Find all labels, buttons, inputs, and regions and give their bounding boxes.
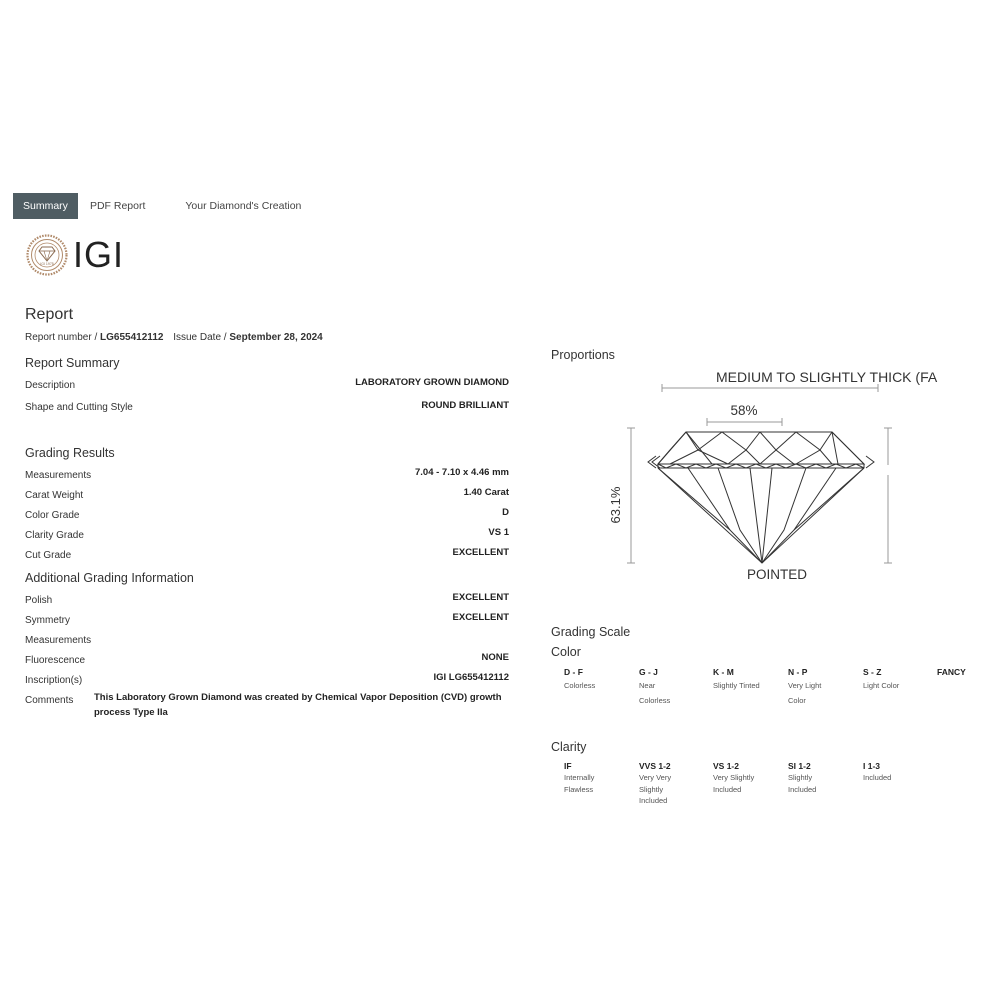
clarity-scale-desc: Very Slightly [713,773,755,782]
comments-label: Comments [25,695,74,706]
tab-summary[interactable]: Summary [13,193,78,219]
description-label: Description [25,380,76,391]
table-percent-label: 58% [730,403,758,418]
clarity-scale-desc: Slightly [639,784,664,794]
cut-grade-label: Cut Grade [25,550,72,561]
clarity-scale-vvs [639,761,709,807]
clarity-scale-desc: Flawless [564,784,594,794]
color-scale-np [788,667,858,708]
tab-pdf-report[interactable]: PDF Report [89,200,146,212]
color-scale-desc: Color [788,696,806,705]
shape-value: ROUND BRILLIANT [421,400,509,411]
color-scale-desc: Colorless [564,681,596,690]
color-scale-code: K - M [713,667,734,677]
seal-text: IGI 1975 [40,262,54,266]
description-value: LABORATORY GROWN DIAMOND [355,377,509,388]
clarity-scale-code: I 1-3 [863,761,881,771]
clarity-scale-desc: Included [788,784,817,794]
clarity-scale-desc: Included [863,773,892,782]
report-meta [25,332,323,343]
cut-grade-value: EXCELLENT [452,547,509,558]
color-scale-desc: Very Light [788,681,822,690]
symmetry-value: EXCELLENT [452,612,509,623]
report-number-label: Report number / [25,332,98,343]
diamond-drawing [658,432,864,563]
depth-percent-label: 63.1% [608,486,623,524]
clarity-scale-vs [713,761,783,795]
additional-grading-heading: Additional Grading Information [25,571,194,585]
carat-weight-value: 1.40 Carat [463,487,509,498]
girdle-label: MEDIUM TO SLIGHTLY THICK (FA [716,369,938,385]
color-scale-code: G - J [639,667,658,677]
grading-scale-heading: Grading Scale [551,625,631,639]
measurements-label: Measurements [25,470,92,481]
clarity-scale-code: IF [564,761,572,771]
igi-seal-icon [26,234,68,276]
color-scale-code: S - Z [863,667,882,677]
clarity-scale-desc: Included [639,796,668,805]
color-scale-code: FANCY [937,667,966,677]
clarity-grade-label: Clarity Grade [25,530,84,541]
additional-measurements-label: Measurements [25,635,92,646]
clarity-scale-code: VS 1-2 [713,761,739,771]
culet-label: POINTED [746,567,808,582]
color-scale-desc: Colorless [639,696,671,705]
fluorescence-value: NONE [481,652,509,663]
color-scale-desc: Near [639,681,656,690]
report-summary-heading: Report Summary [25,356,120,370]
clarity-scale-i [863,761,933,784]
color-scale-desc: Light Color [863,681,900,690]
clarity-scale-desc: Very Very [639,773,672,782]
clarity-scale-heading: Clarity [551,740,587,754]
clarity-scale-desc: Slightly [788,773,813,782]
color-scale-code: D - F [564,667,583,677]
color-scale-code: N - P [788,667,808,677]
comments-value: This Laboratory Grown Diamond was created by Chemical Vapor Deposition (CVD) growth process Type IIa [94,692,502,718]
color-grade-label: Color Grade [25,510,80,521]
tab-bar [13,193,313,219]
color-scale-df [564,667,634,693]
igi-logo [26,234,124,276]
color-grade-value: D [502,507,509,518]
clarity-grade-value: VS 1 [488,527,509,538]
issue-date-label: Issue Date / [173,332,227,343]
report-heading: Report [25,306,74,323]
clarity-scale-si [788,761,858,795]
shape-label: Shape and Cutting Style [25,402,133,413]
fluorescence-label: Fluorescence [25,655,86,666]
report-number: LG655412112 [100,332,164,343]
diamond-proportions-diagram [600,360,990,590]
clarity-scale-code: SI 1-2 [788,761,811,771]
polish-label: Polish [25,595,53,606]
issue-date: September 28, 2024 [229,332,323,343]
clarity-scale-if [564,761,634,795]
logo-text: IGI [73,234,125,275]
color-scale-sz [863,667,933,693]
polish-value: EXCELLENT [452,592,509,603]
tab-diamond-creation[interactable]: Your Diamond's Creation [185,200,302,212]
proportions-heading: Proportions [551,348,615,362]
grading-results-heading: Grading Results [25,446,115,460]
girdle-arrow-right [866,456,874,468]
color-scale-heading: Color [551,645,581,659]
clarity-scale-desc: Included [713,784,742,794]
color-scale-gj [639,667,709,708]
color-scale-km [713,667,783,693]
measurements-value: 7.04 - 7.10 x 4.46 mm [414,467,509,478]
clarity-scale-code: VVS 1-2 [639,761,671,771]
clarity-scale-desc: Internally [564,773,595,782]
symmetry-label: Symmetry [25,615,70,626]
inscription-label: Inscription(s) [25,675,83,686]
color-scale-desc: Slightly Tinted [713,681,760,690]
carat-weight-label: Carat Weight [25,490,84,501]
color-scale-fancy [937,667,966,677]
inscription-value: IGI LG655412112 [433,672,509,683]
